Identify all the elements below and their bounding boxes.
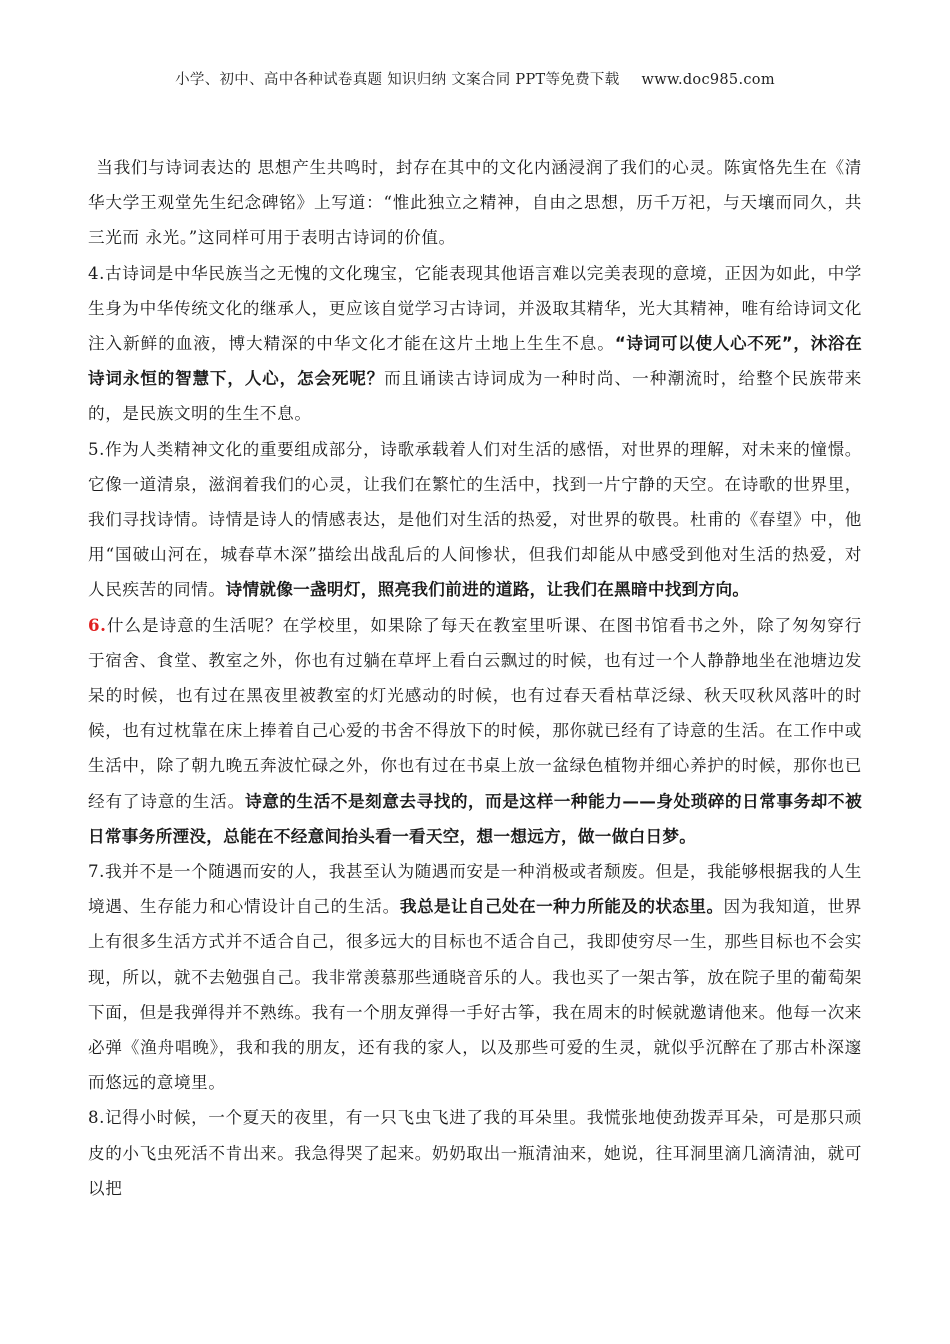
paragraph-intro-text: 当我们与诗词表达的 思想产生共鸣时，封存在其中的文化内涵浸润了我们的心灵。陈寅恪先生在《清华大学王观堂先生纪念碑铭》上写道：“惟此独立之精神，自由之思想，历千万祀，与天壤而同久，共三光而 永光。”这同样可用于表明古诗词的价值。 [88,158,862,248]
paragraph-7-bold: 我总是让自己处在一种力所能及的状态里。 [399,897,724,917]
paragraph-7-text: 我并不是一个随遇而安的人，我甚至认为随遇而安是一种消极或者颓废。但是，我能够根据我的人生境遇、生存能力和心情设计自己的生活。 [88,862,862,917]
header-text: 小学、初中、高中各种试卷真题 知识归纳 文案合同 PPT等免费下载 [175,72,620,88]
paragraph-8-text: 记得小时候，一个夏天的夜里，有一只飞虫飞进了我的耳朵里。我慌张地使劲拨弄耳朵，可是那只顽皮的小飞虫死活不肯出来。我急得哭了起来。奶奶取出一瓶清油来，她说，往耳洞里滴几滴清油，就可以把 [88,1108,862,1198]
paragraph-6-number: 6. [88,614,107,635]
paragraph-5 [88,432,862,608]
paragraph-intro [88,150,862,256]
page-header [0,68,950,89]
paragraph-8 [88,1100,862,1206]
paragraph-7-tail: 因为我知道，世界上有很多生活方式并不适合自己，很多远大的目标也不适合自己，我即使穷尽一生，那些目标也不会实现，所以，就不去勉强自己。我非常羡慕那些通晓音乐的人。我也买了一架古筝，放在院子里的葡萄架下面，但是我弹得并不熟练。我有一个朋友弹得一手好古筝，我在周末的时候就邀请他来。他每一次来必弹《渔舟唱晚》，我和我的朋友，还有我的家人，以及那些可爱的生灵，就似乎沉醉在了那古朴深邃而悠远的意境里。 [88,897,862,1093]
paragraph-5-text: 作为人类精神文化的重要组成部分，诗歌承载着人们对生活的感悟，对世界的理解，对未来的憧憬。它像一道清泉，滋润着我们的心灵，让我们在繁忙的生活中，找到一片宁静的天空。在诗歌的世界里，我们寻找诗情。诗情是诗人的情感表达，是他们对生活的热爱，对世界的敬畏。杜甫的《春望》中，他用“国破山河在，城春草木深”描绘出战乱后的人间惨状，但我们却能从中感受到他对生活的热爱，对人民疾苦的同情。 [88,439,862,600]
paragraph-5-number: 5. [88,439,106,459]
paragraph-6-text: 什么是诗意的生活呢？在学校里，如果除了每天在教室里听课、在图书馆看书之外，除了匆匆穿行于宿舍、食堂、教室之外，你也有过躺在草坪上看白云飘过的时候，也有过一个人静静地坐在池塘边发呆的时候，也有过在黑夜里被教室的灯光感动的时候，也有过春天看枯草泛绿、秋天叹秋风落叶的时候，也有过枕靠在床上捧着自己心爱的书舍不得放下的时候，那你就已经有了诗意的生活。在工作中或生活中，除了朝九晚五奔波忙碌之外，你也有过在书桌上放一盆绿色植物并细心养护的时候，那你也已经有了诗意的生活。 [88,615,862,811]
paragraph-4-number: 4. [88,263,106,283]
paragraph-6-bold: 诗意的生活不是刻意去寻找的，而是这样一种能力——身处琐碎的日常事务却不被日常事务所湮没，总能在不经意间抬头看一看天空，想一想远方，做一做白日梦。 [88,791,862,846]
paragraph-6 [88,608,862,854]
paragraph-4 [88,256,862,432]
header-site-link[interactable]: www.doc985.com [641,72,775,88]
paragraph-7 [88,854,862,1100]
paragraph-5-bold: 诗情就像一盏明灯，照亮我们前进的道路，让我们在黑暗中找到方向。 [225,580,750,600]
document-body [88,150,862,1206]
paragraph-4-tail: 而且诵读古诗词成为一种时尚、一种潮流时，给整个民族带来的，是民族文明的生生不息。 [88,369,862,424]
paragraph-7-number: 7. [88,862,106,882]
paragraph-4-text: 古诗词是中华民族当之无愧的文化瑰宝，它能表现其他语言难以完美表现的意境，正因为如此，中学生身为中华传统文化的继承人，更应该自觉学习古诗词，并汲取其精华，光大其精神，唯有给诗词文化注入新鲜的血液，博大精深的中华文化才能在这片土地上生生不息。 [88,263,862,354]
paragraph-4-bold: “诗词可以使人心不死”，沐浴在诗词永恒的智慧下，人心，怎会死呢？ [88,334,862,389]
paragraph-8-number: 8. [88,1108,106,1128]
